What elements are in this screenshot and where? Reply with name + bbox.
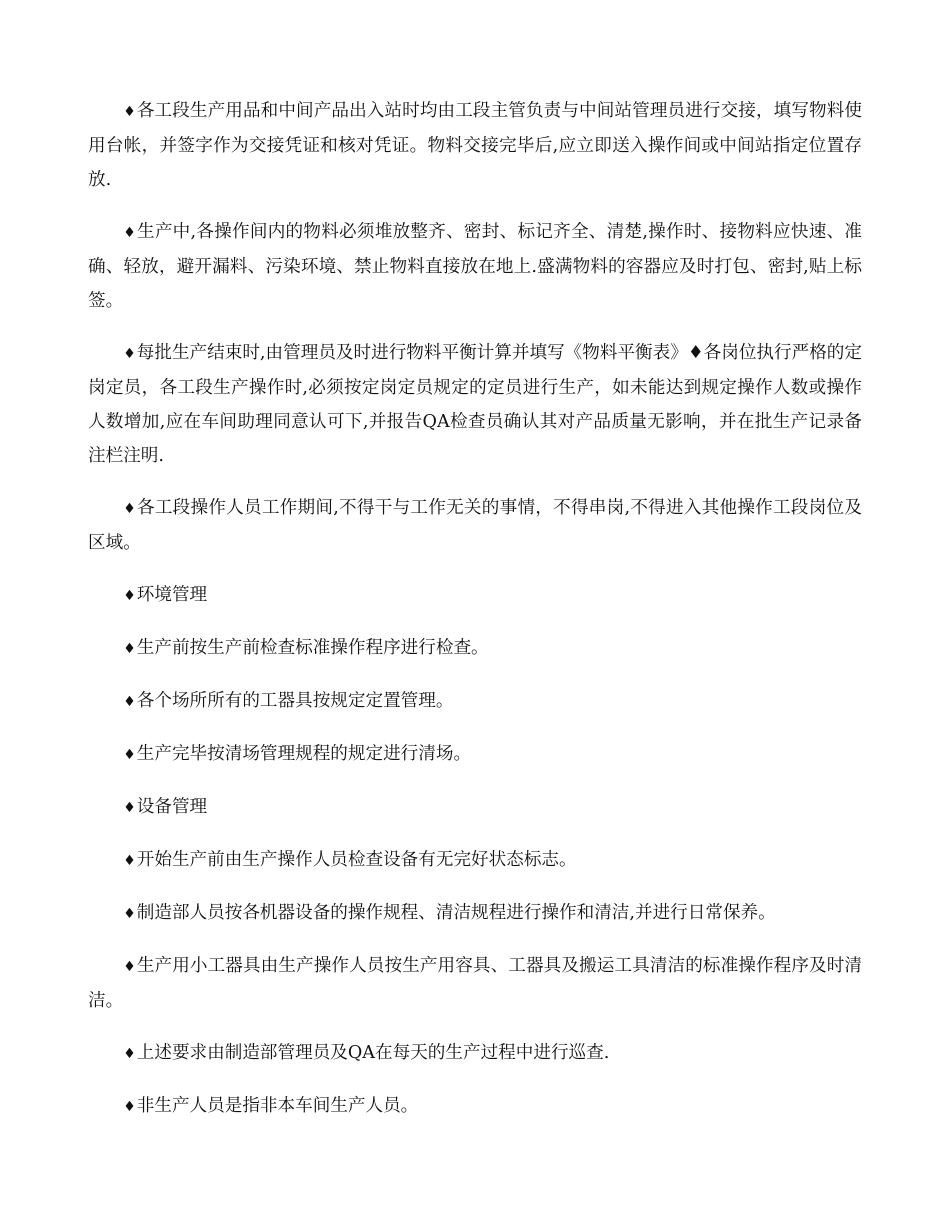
paragraph-non-production-staff — [88, 1089, 862, 1124]
paragraph-qa-inspection — [88, 1036, 862, 1071]
diamond-bullet-icon: ♦ — [123, 853, 136, 869]
paragraph-equipment-status-check — [88, 843, 862, 878]
paragraph-material-handover — [88, 94, 862, 197]
diamond-bullet-icon: ♦ — [123, 104, 136, 120]
diamond-bullet-icon: ♦ — [123, 1099, 136, 1115]
paragraph-material-balance — [88, 336, 862, 473]
paragraph-text: 非生产人员是指非本车间生产人员。 — [136, 1096, 419, 1116]
diamond-bullet-icon: ♦ — [123, 346, 136, 362]
paragraph-text: 制造部人员按各机器设备的操作规程、清洁规程进行操作和清洁,并进行日常保养。 — [136, 903, 776, 923]
paragraph-text: 开始生产前由生产操作人员检查设备有无完好状态标志。 — [136, 850, 577, 870]
paragraph-text: 上述要求由制造部管理员及QA在每天的生产过程中进行巡查. — [136, 1043, 610, 1063]
section-heading-environment — [88, 578, 862, 613]
paragraph-pre-production-check — [88, 631, 862, 666]
paragraph-text: 生产中,各操作间内的物料必须堆放整齐、密封、标记齐全、清楚,操作时、接物料应快速、准确、轻放，避开漏料、污染环境、禁止物料直接放在地上.盛满物料的容器应及时打包、密封,贴上标签。 — [88, 222, 862, 311]
paragraph-text: 生产用小工器具由生产操作人员按生产用容具、工器具及搬运工具清洁的标准操作程序及时清洁。 — [88, 956, 862, 1011]
diamond-bullet-icon: ♦ — [123, 588, 136, 604]
diamond-bullet-icon: ♦ — [123, 906, 136, 922]
paragraph-equipment-operation — [88, 896, 862, 931]
paragraph-material-storage — [88, 215, 862, 318]
paragraph-work-discipline — [88, 491, 862, 560]
paragraph-text: 各工段生产用品和中间产品出入站时均由工段主管负责与中间站管理员进行交接，填写物料使用台帐，并签字作为交接凭证和核对凭证。物料交接完毕后,应立即送入操作间或中间站指定位置存放. — [88, 101, 862, 190]
diamond-bullet-icon: ♦ — [123, 959, 136, 975]
paragraph-text: 各个场所所有的工器具按规定定置管理。 — [136, 691, 454, 711]
section-heading-equipment — [88, 790, 862, 825]
paragraph-text: 每批生产结束时,由管理员及时进行物料平衡计算并填写《物料平衡表》♦各岗位执行严格的定岗定员，各工段生产操作时,必须按定岗定员规定的定员进行生产，如未能达到规定操作人数或操作人数增加,应在车间助理同意认可下,并报告QA检查员确认其对产品质量无影响，并在批生产记录备注栏注明. — [88, 343, 862, 466]
diamond-bullet-icon: ♦ — [123, 501, 136, 517]
paragraph-text: 生产前按生产前检查标准操作程序进行检查。 — [136, 638, 489, 658]
paragraph-tool-placement — [88, 684, 862, 719]
paragraph-text: 环境管理 — [136, 585, 208, 605]
paragraph-text: 设备管理 — [136, 797, 208, 817]
paragraph-small-tool-cleaning — [88, 949, 862, 1018]
paragraph-text: 各工段操作人员工作期间,不得干与工作无关的事情，不得串岗,不得进入其他操作工段岗位及区域。 — [88, 498, 862, 553]
diamond-bullet-icon: ♦ — [123, 747, 136, 763]
diamond-bullet-icon: ♦ — [123, 225, 136, 241]
diamond-bullet-icon: ♦ — [123, 1046, 136, 1062]
paragraph-clearance — [88, 737, 862, 772]
diamond-bullet-icon: ♦ — [123, 800, 136, 816]
diamond-bullet-icon: ♦ — [123, 694, 136, 710]
diamond-bullet-icon: ♦ — [123, 641, 136, 657]
paragraph-text: 生产完毕按清场管理规程的规定进行清场。 — [136, 744, 472, 764]
